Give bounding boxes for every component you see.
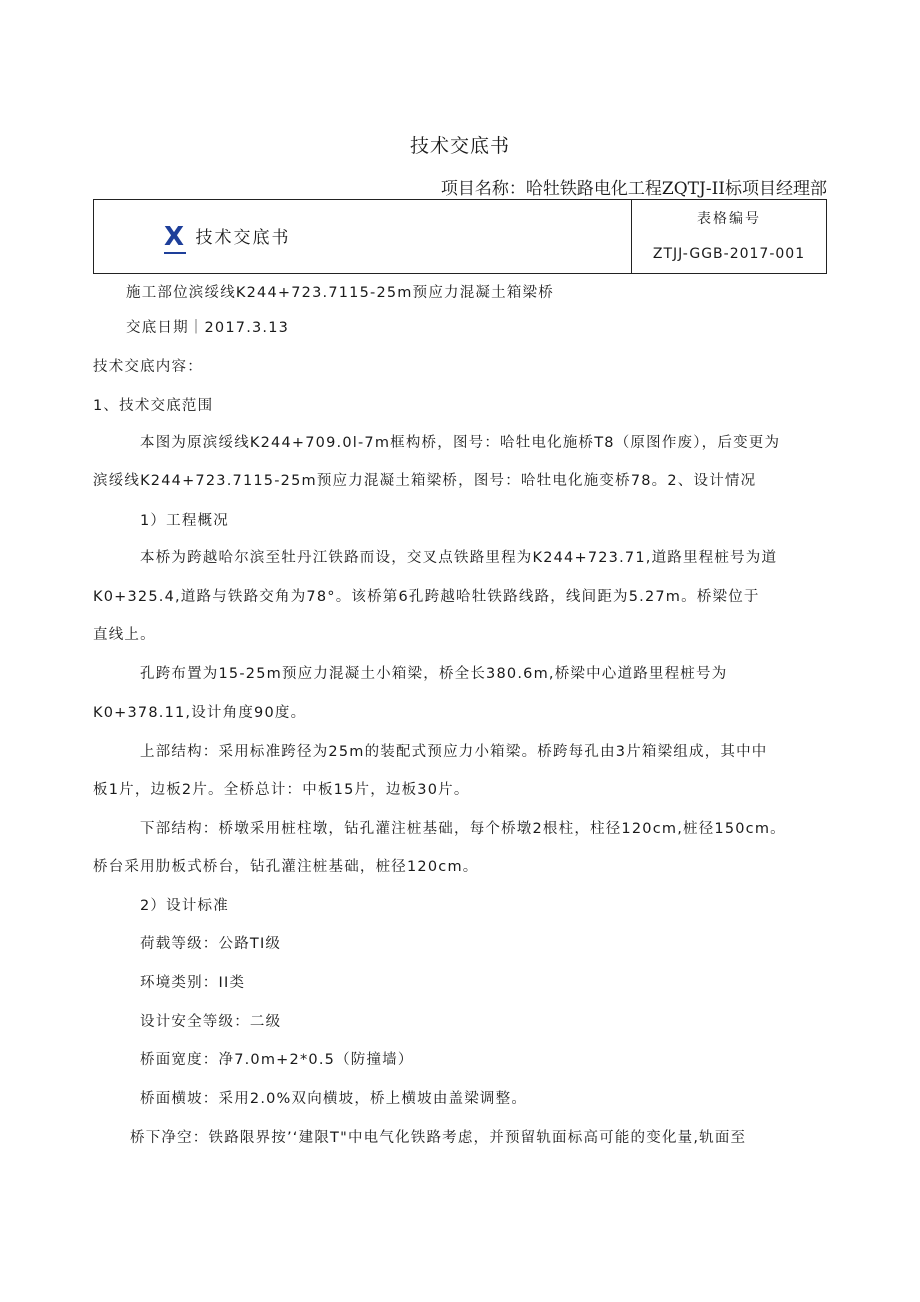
construction-location: 施工部位滨绥线K244+723.7115-25m预应力混凝土箱梁桥 xyxy=(126,285,554,301)
body-paragraph-line: 桥台采用肋板式桥台，钻孔灌注桩基础，桩径120cm。 xyxy=(93,859,479,875)
header-left-title: 技术交底书 xyxy=(195,228,291,248)
body-paragraph-line: K0+378.11,设计角度90度。 xyxy=(93,705,307,721)
checkbox-x-mark: X xyxy=(164,222,187,252)
header-left-cell xyxy=(164,222,290,252)
section-1-heading: 1、技术交底范围 xyxy=(93,398,214,414)
body-paragraph-line: 板1片，边板2片。全桥总计：中板15片，边板30片。 xyxy=(93,782,470,798)
header-table xyxy=(93,199,827,274)
design-standard-item: 桥面宽度：净7.0m+2*0.5（防撞墙） xyxy=(140,1052,414,1068)
body-paragraph-line: 本桥为跨越哈尔滨至牡丹江铁路而设，交叉点铁路里程为K244+723.71,道路里程桩号为道 xyxy=(140,550,778,566)
body-paragraph-line: 滨绥线K244+723.7115-25m预应力混凝土箱梁桥，图号：哈牡电化施变桥78。2、设计情况 xyxy=(93,473,757,489)
body-paragraph-line: 本图为原滨绥线K244+709.0l-7m框构桥，图号：哈牡电化施桥T8（原图作废），后变更为 xyxy=(140,435,781,451)
body-paragraph-line: 下部结构：桥墩采用桩柱墩，钻孔灌注桩基础，每个桥墩2根柱，柱径120cm,桩径150cm。 xyxy=(140,821,786,837)
form-code-label: 表格编号 xyxy=(697,211,761,227)
handover-date: 交底日期｜2017.3.13 xyxy=(126,320,290,336)
body-paragraph-line: 直线上。 xyxy=(93,627,156,643)
form-code-value: ZTJJ-GGB-2017-001 xyxy=(652,246,806,262)
body-paragraph-line: 孔跨布置为15-25m预应力混凝土小箱梁，桥全长380.6m,桥梁中心道路里程桩号为 xyxy=(140,666,728,682)
design-standard-item: 设计安全等级：二级 xyxy=(140,1014,282,1030)
document-title: 技术交底书 xyxy=(409,135,510,157)
body-paragraph-line: K0+325.4,道路与铁路交角为78°。该桥第6孔跨越哈牡铁路线路，线间距为5.27m。桥梁位于 xyxy=(93,589,760,605)
subsection-heading: 2）设计标准 xyxy=(140,898,229,914)
body-paragraph-line: 上部结构：采用标准跨径为25m的装配式预应力小箱梁。桥跨每孔由3片箱梁组成，其中中 xyxy=(140,744,768,760)
subsection-heading: 1）工程概况 xyxy=(140,513,229,529)
design-standard-item: 桥下净空：铁路限界按’‘建限T"中电气化铁路考虑，并预留轨面标高可能的变化量,轨面至 xyxy=(130,1130,747,1146)
design-standard-item: 桥面横坡：采用2.0%双向横坡，桥上横坡由盖梁调整。 xyxy=(140,1091,528,1107)
project-name: 项目名称：哈牡铁路电化工程ZQTJ-II标项目经理部 xyxy=(440,179,827,199)
design-standard-item: 环境类别：II类 xyxy=(140,975,246,991)
design-standard-item: 荷载等级：公路TI级 xyxy=(140,936,282,952)
content-heading: 技术交底内容： xyxy=(93,359,203,375)
